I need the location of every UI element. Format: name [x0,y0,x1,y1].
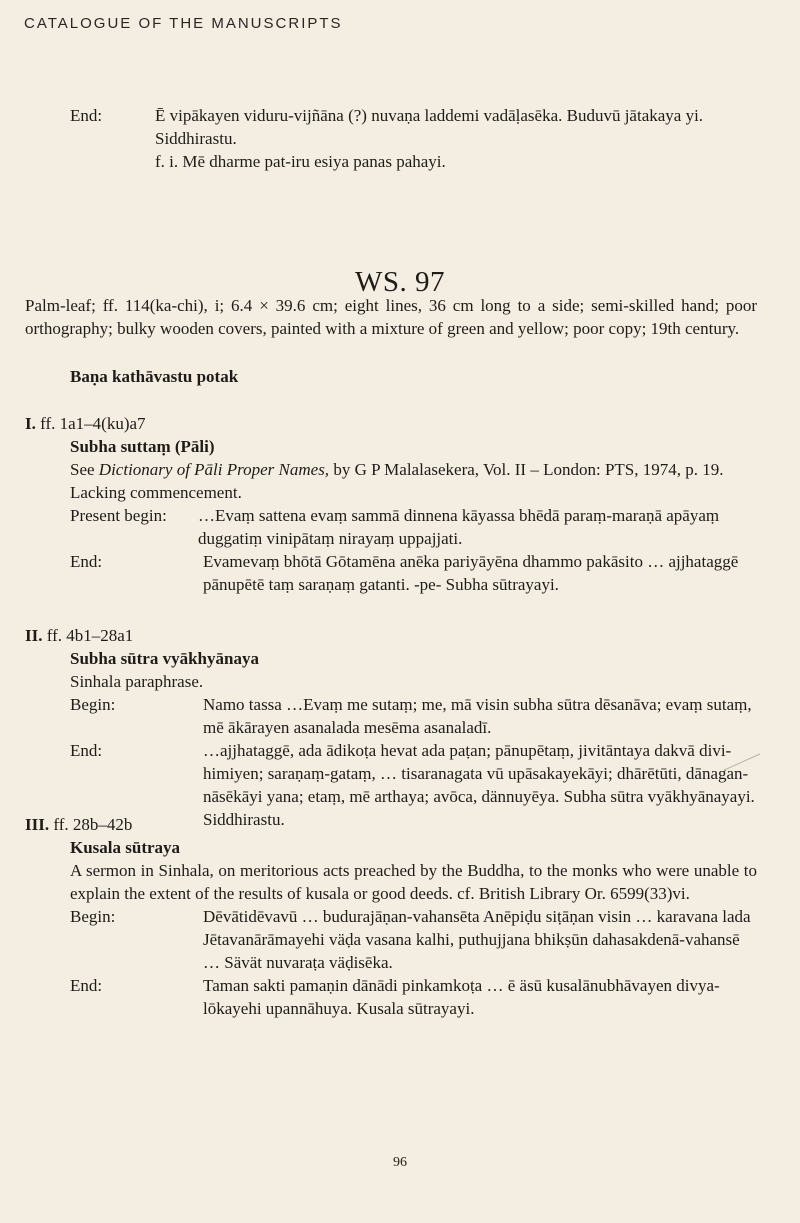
section-2 [25,624,757,831]
entry-description: Palm-leaf; ff. 114(ka-chi), i; 6.4 × 39.6 cm; eight lines, 36 cm long to a side; semi-skilled hand; poor orthography; bulky wooden covers, painted with a mixture of green and yellow; poor copy; 19th century. [25,296,757,338]
section-3-numeral: III. [25,815,50,834]
section-1-reference [70,458,757,481]
section-1-begin-text: …Evaṃ sattena evaṃ sammā dinnena kāyassa bhēdā paraṃ-maraṇā apāyaṃ duggatiṃ vinipātaṃ nirayaṃ uppajjati. [198,506,720,548]
section-3 [25,813,757,1020]
folio-number: 96 [393,1155,407,1170]
section-2-end-text: …ajjhataggē, ada ādikoṭa hevat ada paṭan; pānupētaṃ, jivitāntaya dakvā divi-himiyen; saraṇaṃ-gataṃ, … tisaranagata vū upāsakayekāyi; dhārētūti, dānagan-nāsēkāyi yana; etaṃ, mē arthaya; avōca, dännuyēya. Subha sūtra vyākhyānayayi. Siddhirastu. [203,741,755,829]
section-1 [25,412,757,596]
pencil-mark-icon [722,752,762,772]
section-2-title: Subha sūtra vyākhyānaya [70,649,259,668]
section-1-title: Subha suttaṃ (Pāli) [70,437,215,456]
section-3-title: Kusala sūtraya [70,838,181,857]
section-2-end-label: End: [70,741,103,760]
section-1-folios: ff. 1a1–4(ku)a7 [40,414,146,433]
section-1-end-label: End: [70,552,103,571]
section-3-folios: ff. 28b–42b [53,815,133,834]
section-3-end-text: Taman sakti pamaṇin dānādi pinkamkoṭa … ē äsū kusalānubhāvayen divya-lōkayehi upannāhuya. Kusala sūtrayayi. [203,976,720,1018]
section-3-end-label: End: [70,976,103,995]
section-1-end-text: Evamevaṃ bhōtā Gōtamēna anēka pariyāyēna dhammo pakāsito … ajjhataggē pānupētē taṃ saraṇaṃ gatanti. -pe- Subha sūtrayayi. [203,552,739,594]
prev-entry-note: f. i. Mē dharme pat-iru esiya panas pahayi. [155,152,446,171]
section-3-begin-text: Dēvātidēvavū … budurajāṇan-vahansēta Anēpiḍu siṭāṇan visin … karavana lada Jētavanārāmayehi väḍa vasana kalhi, puthujjana bhikṣūn dahasakdenā-vahansē … Sävät nuvaraṭa väḍisēka. [203,907,751,972]
section-2-numeral: II. [25,626,43,645]
section-2-begin-row [70,693,757,739]
entry-title: WS. 97 [355,266,445,298]
section-2-folios: ff. 4b1–28a1 [46,626,134,645]
running-head: CATALOGUE OF THE MANUSCRIPTS [24,15,343,32]
section-1-end-row [70,550,757,596]
section-1-note: Lacking commencement. [70,483,242,502]
prev-end-row [70,104,754,150]
section-2-begin-label: Begin: [70,695,116,714]
ref-title: Dictionary of Pāli Proper Names, [98,460,330,479]
section-3-begin-row [70,905,757,974]
section-1-begin-label: Present begin: [70,506,167,525]
section-3-begin-label: Begin: [70,907,116,926]
section-1-begin-row [70,504,757,550]
section-2-note: Sinhala paraphrase. [70,672,204,691]
prev-end-label: End: [70,106,103,125]
ref-rest: by G P Malalasekera, Vol. II – London: PTS, 1974, p. 19. [333,460,724,479]
section-3-end-row [70,974,757,1020]
section-1-numeral: I. [25,414,36,433]
section-3-note: A sermon in Sinhala, on meritorious acts preached by the Buddha, to the monks who were unable to explain the extent of the results of kusala or good deeds. cf. British Library Or. 6599(33)vi. [70,861,757,903]
prev-end-text: Ē vipākayen viduru-vijñāna (?) nuvaṇa laddemi vadāḷasēka. Buduvū jātakaya yi. Siddhirastu. [155,106,704,148]
ref-see: See [70,460,95,479]
section-2-begin-text: Namo tassa …Evaṃ me sutaṃ; me, mā visin subha sūtra dēsanāva; evaṃ sutaṃ, mē ākārayen asanalada mesēma asanaladī. [203,695,752,737]
collection-title: Baṇa kathāvastu potak [70,367,239,386]
